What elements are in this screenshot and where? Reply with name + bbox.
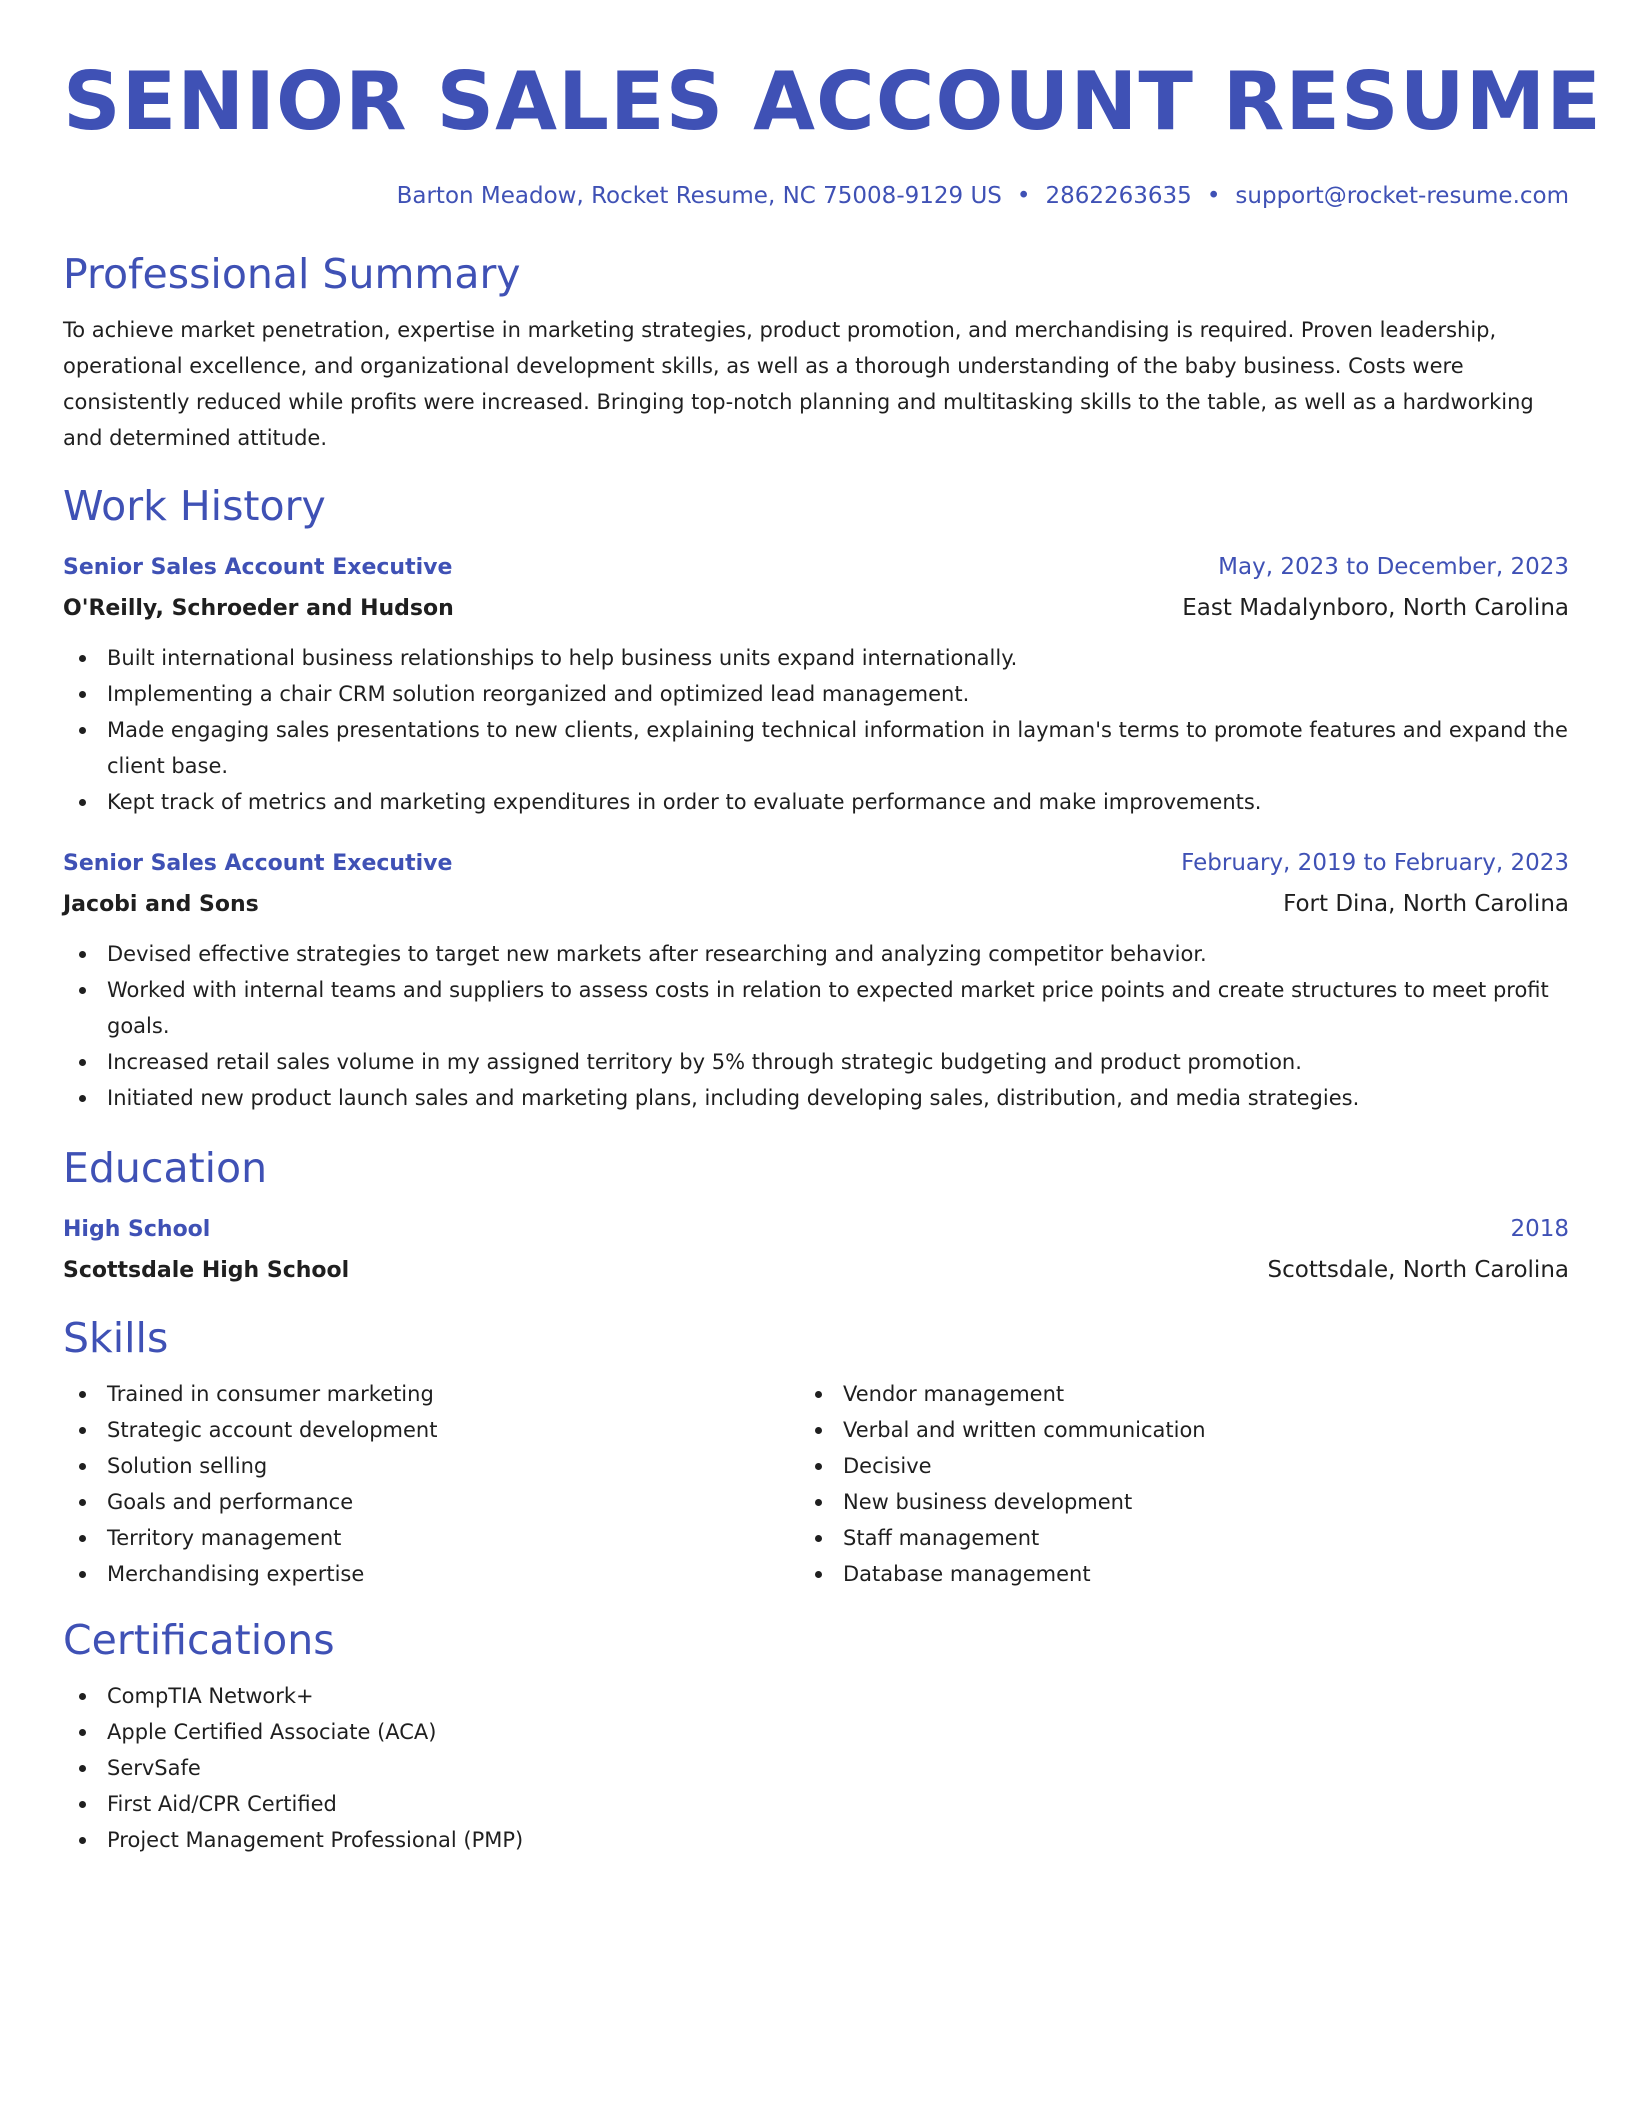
- list-item: Apple Certified Associate (ACA): [63, 1714, 1569, 1750]
- summary-text: To achieve market penetration, expertise in marketing strategies, product promotion, and merchandising is required. Proven leadership, operational excellence, and organizational development skills, as well as a thorough understanding of the baby business. Costs were consistently reduced while profits were increased. Bringing top-notch planning and multitasking skills to the table, as well as a hardworking and determined attitude.: [63, 318, 1534, 450]
- job-header-row: [63, 846, 1569, 881]
- list-item: Increased retail sales volume in my assigned territory by 5% through strategic budgeting and product promotion.: [63, 1044, 1569, 1080]
- list-item: Trained in consumer marketing: [63, 1376, 799, 1412]
- education-degree: High School: [63, 1217, 211, 1242]
- work-history-section: [63, 480, 1569, 1116]
- job-dates: February, 2019 to February, 2023: [1181, 850, 1569, 876]
- contact-separator: •: [1206, 183, 1221, 209]
- job-location: East Madalynboro, North Carolina: [1182, 595, 1569, 621]
- job-role: Senior Sales Account Executive: [63, 851, 453, 876]
- section-title-summary: Professional Summary: [63, 250, 521, 298]
- job-company: Jacobi and Sons: [63, 892, 259, 917]
- resume-title: SENIOR SALES ACCOUNT RESUME: [63, 55, 1602, 148]
- education-school: Scottsdale High School: [63, 1258, 350, 1283]
- summary-section: [63, 248, 1569, 456]
- job-company-row: [63, 589, 1569, 628]
- job-entry: [63, 846, 1569, 1116]
- skills-list-left: [63, 1376, 799, 1592]
- list-item: Worked with internal teams and suppliers to assess costs in relation to expected market price points and create structures to meet profit goals.: [63, 972, 1569, 1044]
- list-item: Vendor management: [799, 1376, 1569, 1412]
- list-item: Strategic account development: [63, 1412, 799, 1448]
- job-entry: [63, 550, 1569, 820]
- list-item: Decisive: [799, 1448, 1569, 1484]
- section-title-certifications: Certifications: [63, 1616, 335, 1664]
- skills-column-left: [63, 1376, 799, 1592]
- job-company-row: [63, 885, 1569, 924]
- job-bullets: [63, 640, 1569, 820]
- education-section: [63, 1142, 1569, 1290]
- list-item: Solution selling: [63, 1448, 799, 1484]
- certifications-list: [63, 1678, 1569, 1858]
- skills-columns: [63, 1376, 1569, 1592]
- job-bullets: [63, 936, 1569, 1116]
- contact-email[interactable]: support@rocket-resume.com: [1235, 183, 1569, 209]
- section-title-work: Work History: [63, 482, 326, 530]
- contact-address: Barton Meadow, Rocket Resume, NC 75008-9129 US: [396, 183, 1002, 209]
- skills-section: [63, 1312, 1569, 1592]
- list-item: Implementing a chair CRM solution reorganized and optimized lead management.: [63, 676, 1569, 712]
- list-item: Project Management Professional (PMP): [63, 1822, 1569, 1858]
- list-item: CompTIA Network+: [63, 1678, 1569, 1714]
- contact-line: [63, 180, 1569, 212]
- list-item: Initiated new product launch sales and marketing plans, including developing sales, distribution, and media strategies.: [63, 1080, 1569, 1116]
- job-company: O'Reilly, Schroeder and Hudson: [63, 596, 454, 621]
- skills-column-right: [799, 1376, 1569, 1592]
- list-item: Kept track of metrics and marketing expenditures in order to evaluate performance and make improvements.: [63, 784, 1569, 820]
- education-header-row: [63, 1212, 1569, 1247]
- skills-list-right: [799, 1376, 1569, 1592]
- list-item: ServSafe: [63, 1750, 1569, 1786]
- job-role: Senior Sales Account Executive: [63, 555, 453, 580]
- job-dates: May, 2023 to December, 2023: [1218, 554, 1569, 580]
- job-header-row: [63, 550, 1569, 585]
- list-item: Devised effective strategies to target new markets after researching and analyzing competitor behavior.: [63, 936, 1569, 972]
- list-item: New business development: [799, 1484, 1569, 1520]
- list-item: Merchandising expertise: [63, 1556, 799, 1592]
- list-item: Staff management: [799, 1520, 1569, 1556]
- section-title-skills: Skills: [63, 1314, 169, 1362]
- education-school-row: [63, 1251, 1569, 1290]
- job-location: Fort Dina, North Carolina: [1283, 891, 1569, 917]
- list-item: Built international business relationships to help business units expand internationally.: [63, 640, 1569, 676]
- certifications-section: [63, 1614, 1569, 1858]
- list-item: Database management: [799, 1556, 1569, 1592]
- education-location: Scottsdale, North Carolina: [1267, 1257, 1569, 1283]
- list-item: Made engaging sales presentations to new clients, explaining technical information in layman's terms to promote features and expand the client base.: [63, 712, 1569, 784]
- contact-phone: 2862263635: [1045, 183, 1192, 209]
- list-item: First Aid/CPR Certified: [63, 1786, 1569, 1822]
- list-item: Goals and performance: [63, 1484, 799, 1520]
- contact-separator: •: [1016, 183, 1031, 209]
- section-title-education: Education: [63, 1144, 268, 1192]
- education-entry: [63, 1212, 1569, 1290]
- list-item: Territory management: [63, 1520, 799, 1556]
- list-item: Verbal and written communication: [799, 1412, 1569, 1448]
- education-year: 2018: [1510, 1216, 1569, 1242]
